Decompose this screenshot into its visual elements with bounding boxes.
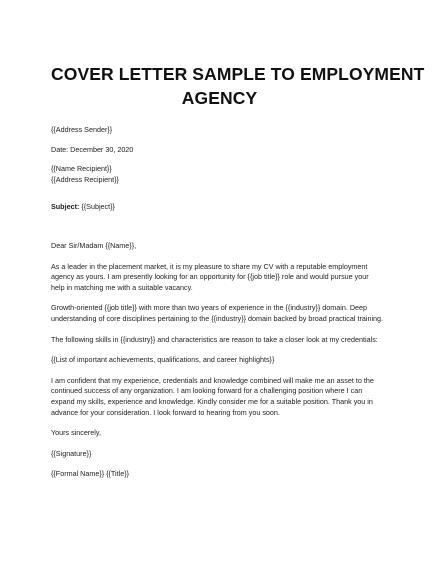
letter-body <box>51 125 388 480</box>
paragraph-1: As a leader in the placement market, it is my pleasure to share my CV with a reputable employment agency as yours. I am presently looking for an opportunity for {{job title}} role and would pursue your help in matching me with a suitable vacancy. <box>51 261 369 292</box>
subject-label: Subject: <box>51 202 80 212</box>
salutation: Dear Sir/Madam {{Name}}, <box>51 240 137 250</box>
formal-name: {{Formal Name}} {{Title}} <box>51 469 130 479</box>
letter-date: Date: December 30, 2020 <box>51 144 134 154</box>
closing: Yours sincerely, <box>51 428 101 438</box>
paragraph-5: I am confident that my experience, credentials and knowledge combined will make me an asset to the continued success of any organization. I am looking forward for a challenging position where I can expand my skills, experience and knowledge. Kindly consider me for a suitable position. Thank you in advance for your consideration. I look forward to hearing from you soon. <box>51 375 374 417</box>
paragraph-3: The following skills in {{industry}} and characteristics are reason to take a closer look at my credentials: <box>51 334 378 344</box>
name-recipient: {{Name Recipient}} <box>51 164 112 174</box>
address-recipient: {{Address Recipient}} <box>51 174 119 184</box>
document-title <box>51 0 425 110</box>
signature: {{Signature}} <box>51 448 92 458</box>
recipient-block <box>51 164 388 185</box>
title-line-2: AGENCY <box>181 88 258 108</box>
subject-value: {{Subject}} <box>79 202 115 212</box>
title-line-1: COVER LETTER SAMPLE TO EMPLOYMENT <box>51 64 425 84</box>
paragraph-4: {{List of important achievements, qualifications, and career highlights}} <box>51 355 275 365</box>
subject-line <box>51 202 388 213</box>
paragraph-2: Growth-oriented {{job title}} with more than two years of experience in the {{industry}} domain. Deep understanding of core disciplines pertaining to the {{industry}} domain backed by broad practical training. <box>51 303 384 323</box>
address-sender: {{Address Sender}} <box>51 125 113 134</box>
